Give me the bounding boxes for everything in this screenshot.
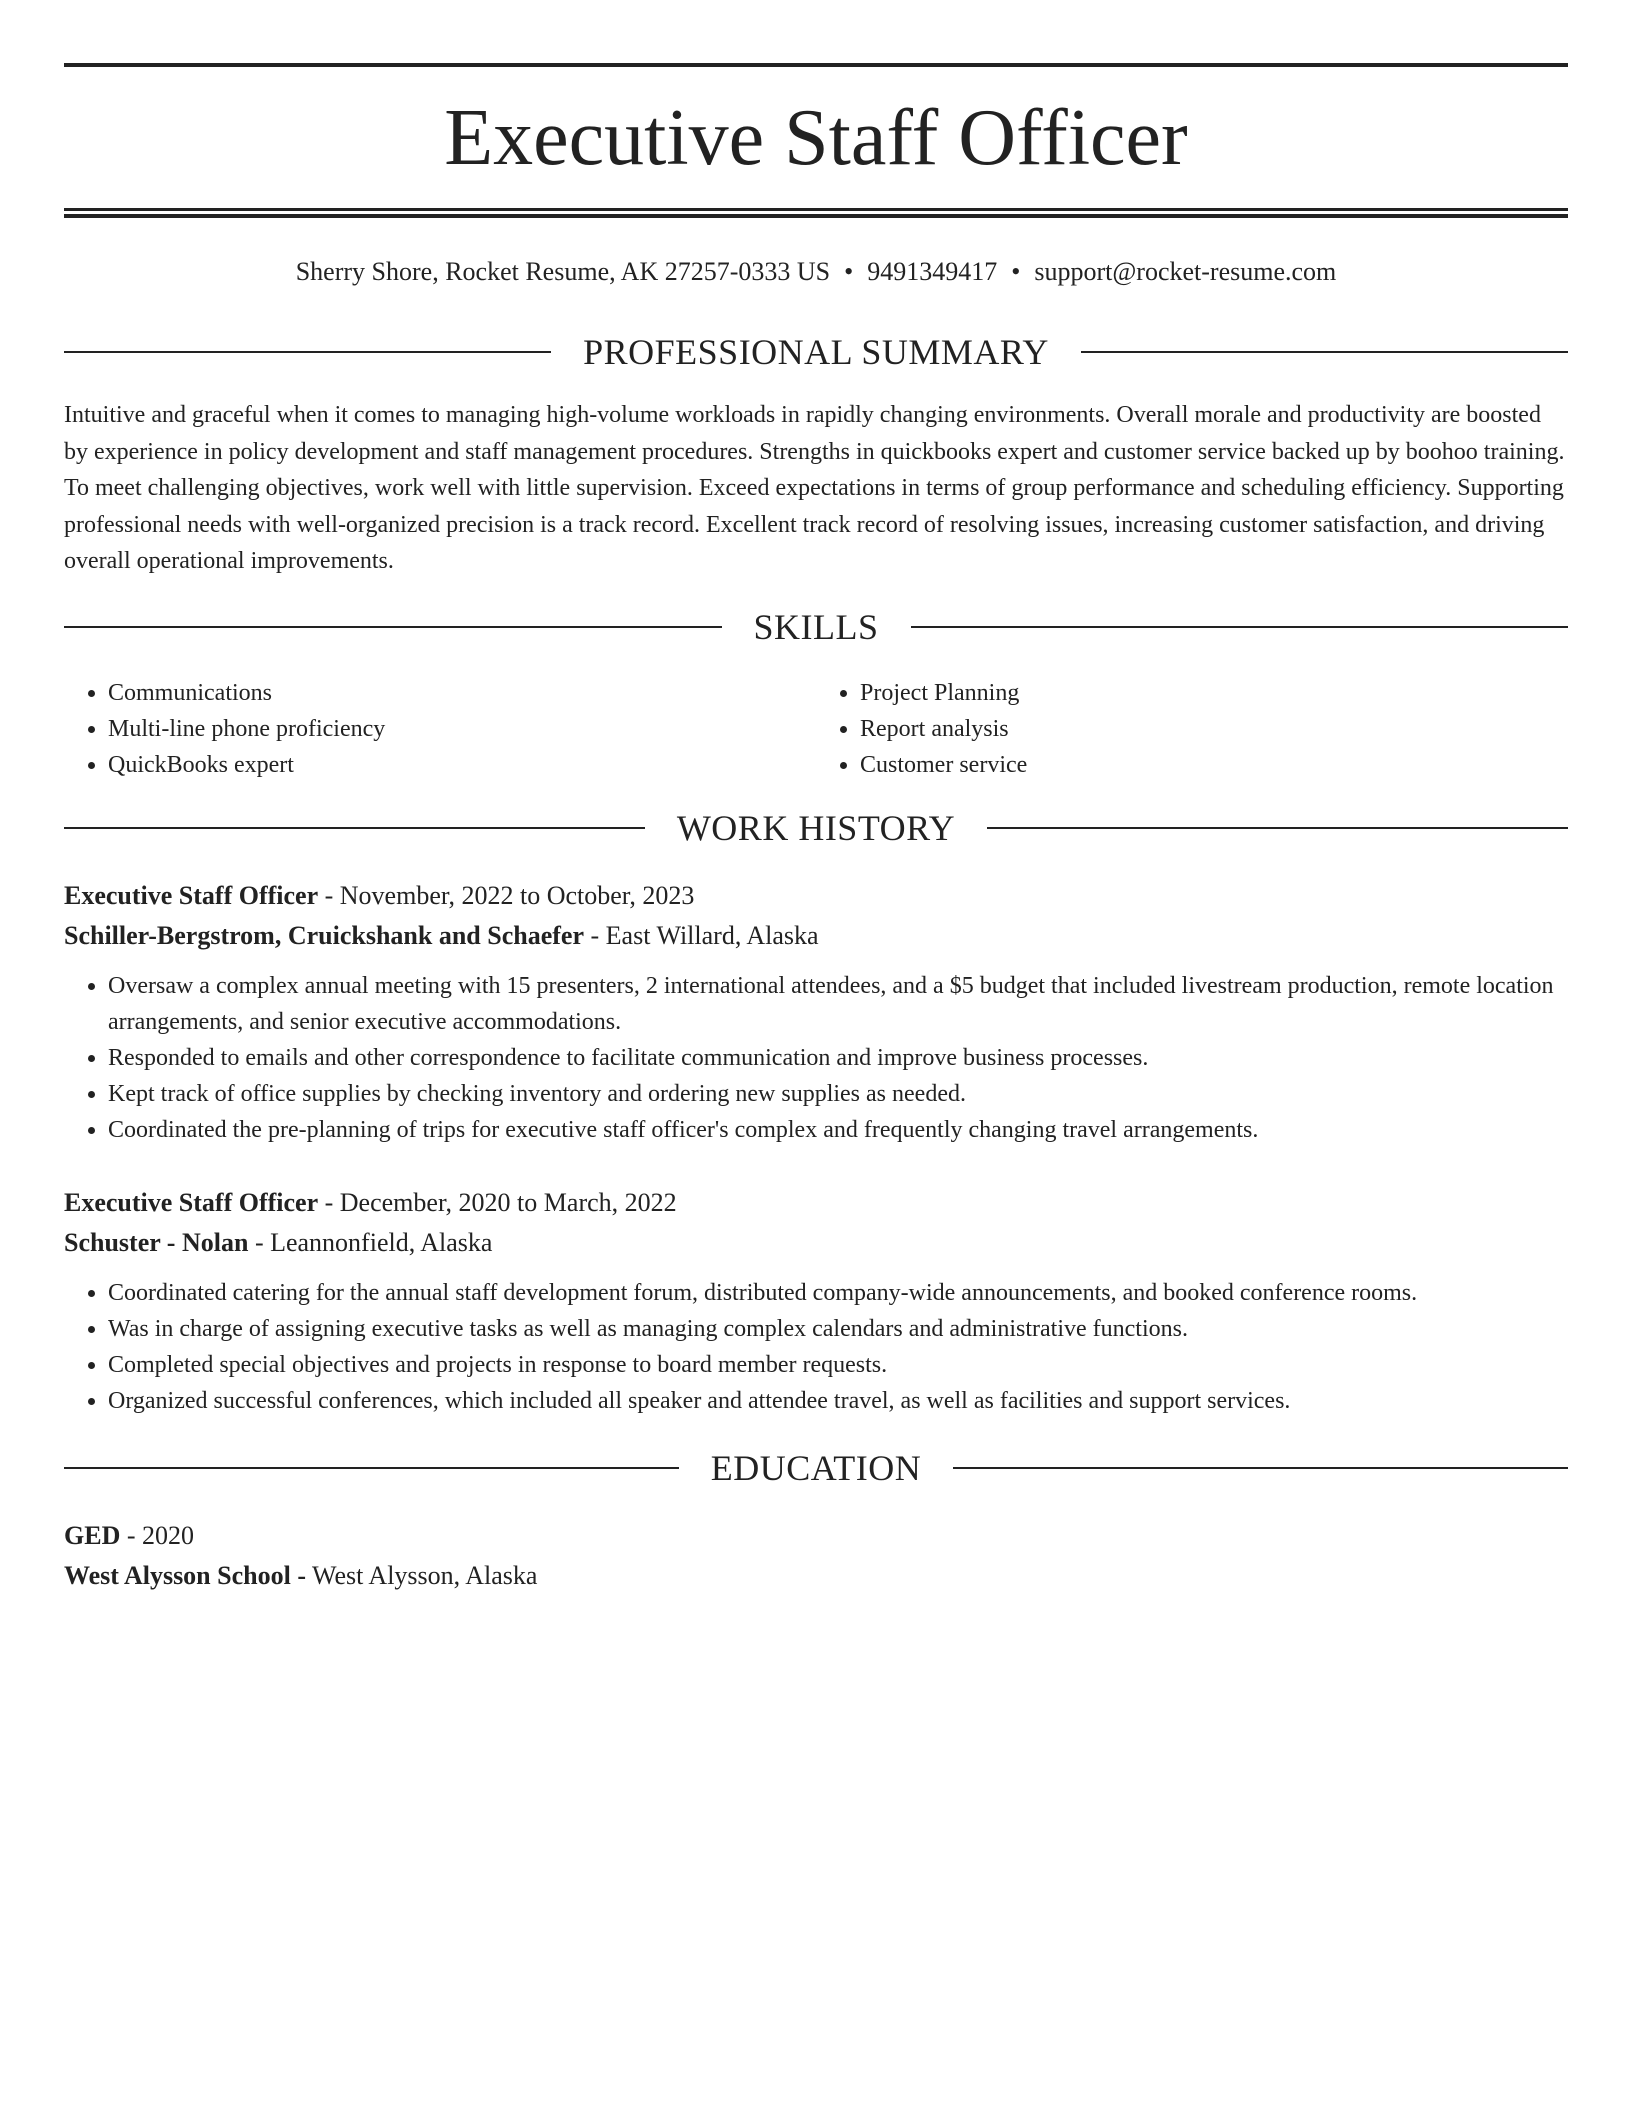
page-title: Executive Staff Officer <box>444 94 1188 182</box>
heading-rule <box>987 827 1568 829</box>
top-rule <box>64 63 1568 67</box>
job-bullet: • Responded to emails and other correspondence to facilitate communication and improve business processes. <box>108 1040 1568 1076</box>
job-bullet: • Oversaw a complex annual meeting with 15 presenters, 2 international attendees, and a $5 budget that included livestream production, remote location arrangements, and senior executive accommodations. <box>108 968 1568 1040</box>
heading-rule <box>64 626 722 628</box>
education-degree: GED <box>64 1521 121 1550</box>
heading-rule <box>953 1467 1568 1469</box>
job-bullet: • Completed special objectives and projects in response to board member requests. <box>108 1347 1568 1383</box>
job-title-line <box>64 876 1568 916</box>
job-bullet: • Coordinated the pre-planning of trips for executive staff officer's complex and frequently changing travel arrangements. <box>108 1112 1568 1148</box>
job-dates: - December, 2020 to March, 2022 <box>318 1188 677 1217</box>
heading-rule <box>64 351 551 353</box>
job-company: Schuster - Nolan <box>64 1228 249 1257</box>
summary-text: Intuitive and graceful when it comes to managing high-volume workloads in rapidly changing environments. Overall morale and productivity are boosted by experience in policy development and staff management procedures. Strengths in quickbooks expert and customer service backed up by boohoo training. To meet challenging objectives, work well with little supervision. Exceed expectations in terms of group performance and scheduling efficiency. Supporting professional needs with well-organized precision is a track record. Excellent track record of resolving issues, increasing customer satisfaction, and driving overall operational improvements. <box>64 402 1565 574</box>
contact-separator: • <box>1011 257 1021 286</box>
job-bullet: • Kept track of office supplies by checking inventory and ordering new supplies as needed. <box>108 1076 1568 1112</box>
skill-item: • Multi-line phone proficiency <box>108 711 816 747</box>
education-location: West Alysson, Alaska <box>306 1561 538 1590</box>
job-title: Executive Staff Officer <box>64 1188 319 1217</box>
skill-item: • Project Planning <box>860 675 1568 711</box>
job-bullet: • Coordinated catering for the annual staff development forum, distributed company-wide announcements, and booked conference rooms. <box>108 1275 1568 1311</box>
section-title: EDUCATION <box>710 1448 922 1488</box>
heading-rule <box>64 1467 679 1469</box>
section-title: PROFESSIONAL SUMMARY <box>583 332 1049 372</box>
job-title: Executive Staff Officer <box>64 881 319 910</box>
section-heading-work <box>64 806 1568 850</box>
skills-column-right <box>816 675 1568 783</box>
job-entry <box>64 876 1568 1148</box>
job-title-line <box>64 1183 1568 1223</box>
section-heading-summary <box>64 330 1568 374</box>
contact-phone: 9491349417 <box>867 257 998 286</box>
heading-rule <box>64 827 645 829</box>
heading-rule <box>911 626 1569 628</box>
job-bullets <box>64 968 1568 1148</box>
job-location: - Leannonfield, Alaska <box>248 1228 493 1257</box>
education-school-line <box>64 1556 1568 1596</box>
job-entry <box>64 1183 1568 1419</box>
skill-item: • Customer service <box>860 747 1568 783</box>
skills-list <box>64 675 1568 783</box>
section-title: SKILLS <box>753 607 879 647</box>
job-bullets <box>64 1275 1568 1419</box>
education-entry <box>64 1516 1568 1596</box>
contact-line <box>64 252 1568 292</box>
education-school: West Alysson School - <box>64 1561 306 1590</box>
section-heading-skills <box>64 605 1568 649</box>
education-degree-line <box>64 1516 1568 1556</box>
contact-separator: • <box>844 257 854 286</box>
section-heading-education <box>64 1446 1568 1490</box>
job-bullet: • Organized successful conferences, which included all speaker and attendee travel, as well as facilities and support services. <box>108 1383 1568 1419</box>
skill-item: • Report analysis <box>860 711 1568 747</box>
section-title: WORK HISTORY <box>676 808 956 848</box>
skill-item: • QuickBooks expert <box>108 747 816 783</box>
contact-address: Sherry Shore, Rocket Resume, AK 27257-0333 US <box>295 257 831 286</box>
education-year: - 2020 <box>120 1521 195 1550</box>
job-location: - East Willard, Alaska <box>584 921 819 950</box>
skill-item: • Communications <box>108 675 816 711</box>
job-company-line <box>64 1223 1568 1263</box>
job-company: Schiller-Bergstrom, Cruickshank and Schaefer <box>64 921 584 950</box>
job-bullet: • Was in charge of assigning executive tasks as well as managing complex calendars and administrative functions. <box>108 1311 1568 1347</box>
skills-column-left <box>64 675 816 783</box>
contact-email: support@rocket-resume.com <box>1034 257 1337 286</box>
job-dates: - November, 2022 to October, 2023 <box>318 881 695 910</box>
double-rule <box>64 208 1568 218</box>
heading-rule <box>1081 351 1568 353</box>
job-company-line <box>64 916 1568 956</box>
